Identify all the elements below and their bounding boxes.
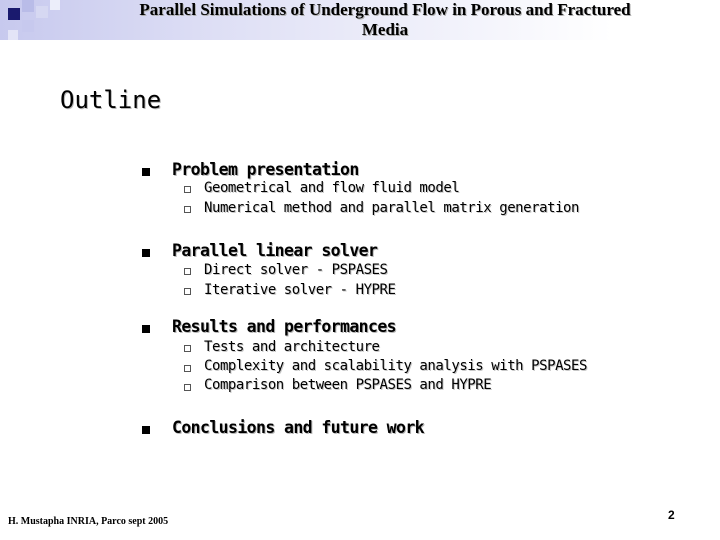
bullet-square-icon <box>142 426 150 434</box>
page-number: 2 <box>668 508 675 522</box>
outline-item: Problem presentation <box>172 160 359 179</box>
outline-subitem: Tests and architecture <box>204 339 380 355</box>
outline-item: Parallel linear solver <box>172 241 378 260</box>
deco-square <box>8 30 18 40</box>
deco-square <box>50 0 60 10</box>
outline-subitem: Numerical method and parallel matrix generation <box>204 200 579 216</box>
sub-bullet-box-icon <box>184 288 191 295</box>
deco-square <box>36 6 48 18</box>
slide-footer: H. Mustapha INRIA, Parco sept 2005 <box>8 516 169 527</box>
deco-square <box>22 0 34 12</box>
outline-subitem: Iterative solver - HYPRE <box>204 282 396 298</box>
sub-bullet-box-icon <box>184 268 191 275</box>
deco-square <box>22 20 34 32</box>
sub-bullet-box-icon <box>184 384 191 391</box>
deco-square <box>8 8 20 20</box>
outline-subitem: Complexity and scalability analysis with PSPASES <box>204 358 587 374</box>
sub-bullet-box-icon <box>184 365 191 372</box>
slide-title-line-2: Media <box>361 20 409 39</box>
outline-item: Results and performances <box>172 317 397 336</box>
slide-title <box>60 0 710 40</box>
outline-subitem: Geometrical and flow fluid model <box>204 180 460 196</box>
outline-subitem: Comparison between PSPASES and HYPRE <box>204 377 492 393</box>
sub-bullet-box-icon <box>184 345 191 352</box>
slide-title-line-1: Parallel Simulations of Underground Flow in Porous and Fractured <box>139 0 631 19</box>
bullet-square-icon <box>142 325 150 333</box>
bullet-square-icon <box>142 168 150 176</box>
sub-bullet-box-icon <box>184 186 191 193</box>
outline-heading: Outline <box>60 86 162 114</box>
bullet-square-icon <box>142 249 150 257</box>
outline-item: Conclusions and future work <box>172 418 425 437</box>
sub-bullet-box-icon <box>184 206 191 213</box>
outline-subitem: Direct solver - PSPASES <box>204 262 388 278</box>
